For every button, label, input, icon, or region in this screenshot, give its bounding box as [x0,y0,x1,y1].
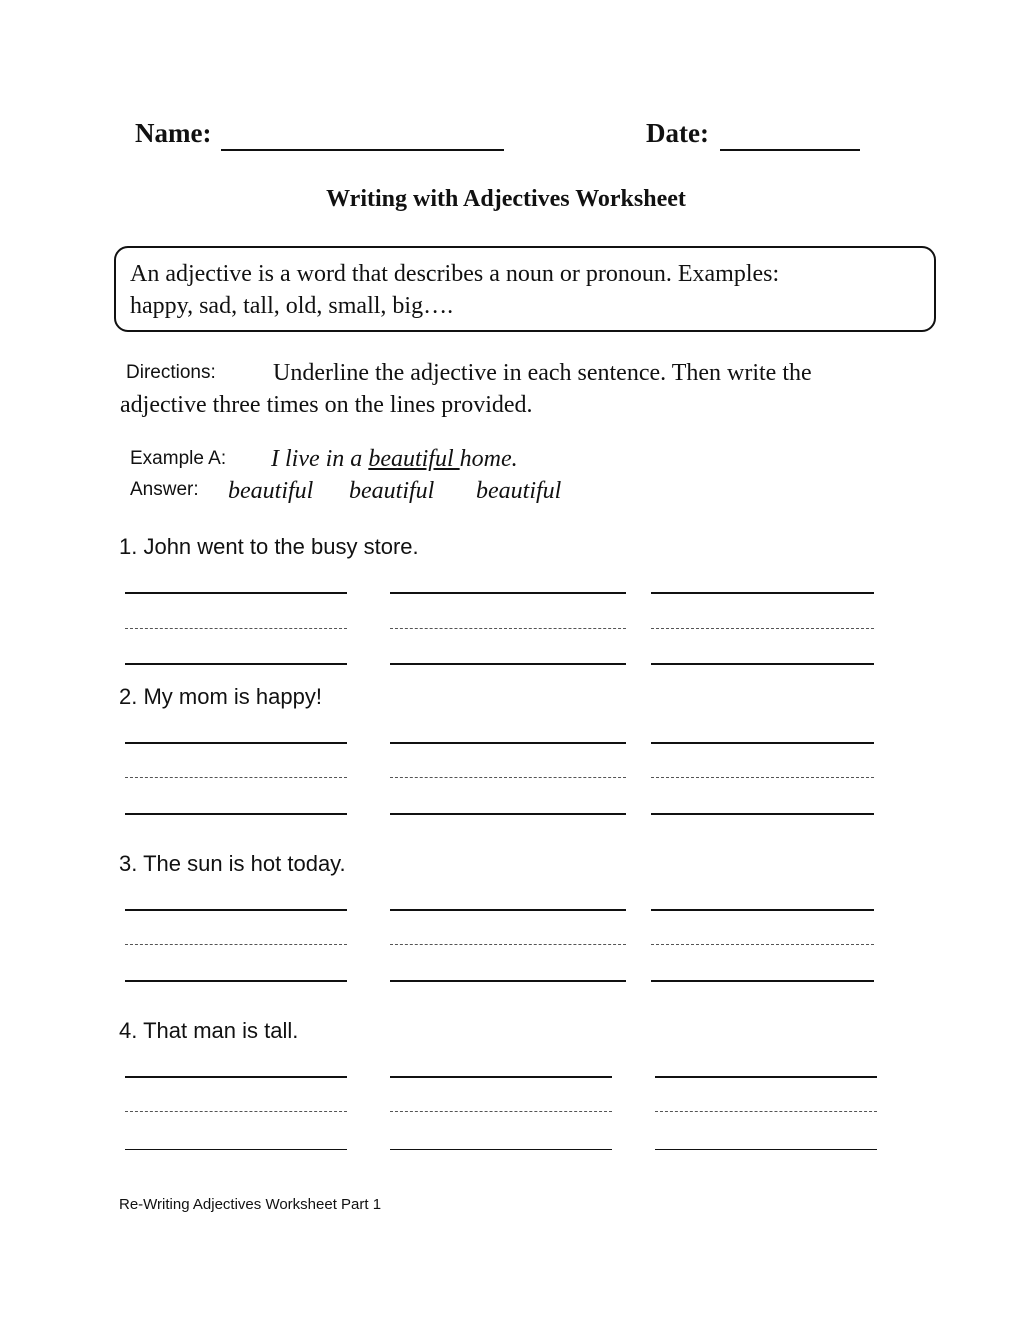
writing-line-2b-top[interactable] [390,742,626,744]
writing-line-3b-mid [390,944,626,945]
name-label: Name: [135,118,212,148]
answer-label: Answer: [130,479,199,500]
directions-label: Directions: [126,362,216,383]
writing-line-4b-top[interactable] [390,1076,612,1078]
definition-line-2: happy, sad, tall, old, small, big…. [130,293,454,319]
definition-text [130,258,920,322]
directions-line-1: Underline the adjective in each sentence. Then write the [273,360,812,386]
writing-line-2b-mid [390,777,626,778]
writing-line-3c-top[interactable] [651,909,874,911]
writing-line-3b-top[interactable] [390,909,626,911]
writing-line-4a-bottom [125,1149,347,1150]
writing-line-1b-mid [390,628,626,629]
date-label: Date: [646,118,709,148]
writing-line-4b-bottom [390,1149,612,1150]
sentence-4: 4. That man is tall. [119,1018,299,1043]
answer-word-2: beautiful [349,478,435,504]
writing-line-2a-mid [125,777,347,778]
writing-line-4a-top[interactable] [125,1076,347,1078]
example-label: Example A: [130,448,227,469]
writing-line-1a-top[interactable] [125,592,347,594]
writing-line-2c-top[interactable] [651,742,874,744]
footer-text: Re-Writing Adjectives Worksheet Part 1 [119,1196,382,1213]
writing-line-3a-top[interactable] [125,909,347,911]
writing-line-1a-mid [125,628,347,629]
writing-line-2a-top[interactable] [125,742,347,744]
worksheet-title: Writing with Adjectives Worksheet [326,186,686,212]
writing-line-3c-mid [651,944,874,945]
answer-word-3: beautiful [476,478,562,504]
writing-line-2c-bottom [651,813,874,815]
sentence-2: 2. My mom is happy! [119,684,322,709]
writing-line-3c-bottom [651,980,874,982]
writing-line-4b-mid [390,1111,612,1112]
writing-line-1c-mid [651,628,874,629]
date-line[interactable] [720,149,860,151]
writing-line-3b-bottom [390,980,626,982]
sentence-1: 1. John went to the busy store. [119,534,419,559]
writing-line-4c-bottom [655,1149,877,1150]
writing-line-1b-top[interactable] [390,592,626,594]
example-before: I live in a [271,446,369,472]
writing-line-1b-bottom [390,663,626,665]
writing-line-1c-bottom [651,663,874,665]
example-sentence [271,446,518,473]
writing-line-2a-bottom [125,813,347,815]
name-line[interactable] [221,149,504,151]
writing-line-2b-bottom [390,813,626,815]
writing-line-4a-mid [125,1111,347,1112]
writing-line-3a-bottom [125,980,347,982]
answer-word-1: beautiful [228,478,314,504]
definition-line-1: An adjective is a word that describes a noun or pronoun. Examples: [130,261,780,287]
example-after: home. [459,446,518,472]
example-underlined: beautiful [368,446,460,472]
writing-line-3a-mid [125,944,347,945]
writing-line-1c-top[interactable] [651,592,874,594]
sentence-3: 3. The sun is hot today. [119,851,346,876]
writing-line-2c-mid [651,777,874,778]
writing-line-4c-top[interactable] [655,1076,877,1078]
directions-line-2: adjective three times on the lines provided. [120,392,533,418]
writing-line-4c-mid [655,1111,877,1112]
writing-line-1a-bottom [125,663,347,665]
